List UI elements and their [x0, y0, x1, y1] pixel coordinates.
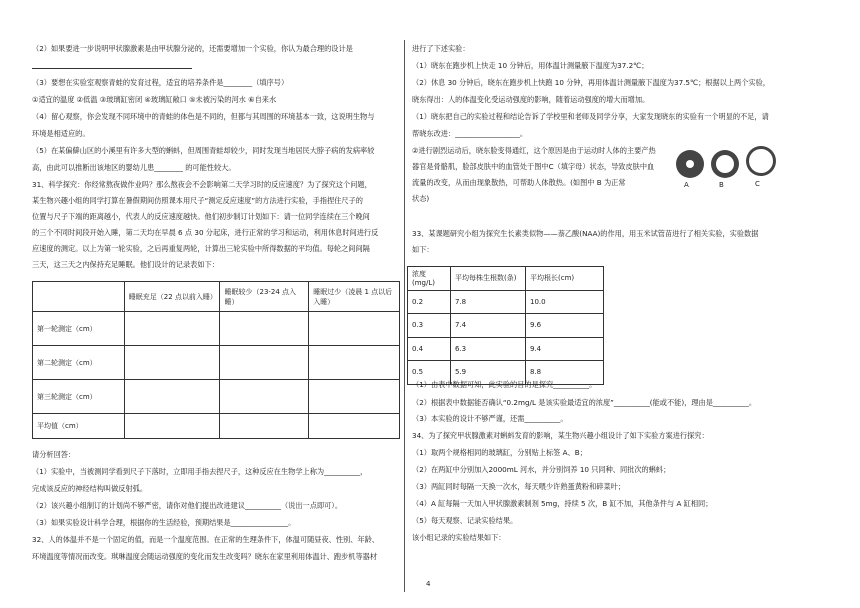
q32-conclusion: 晓东得出：人的体温变化受运动强度的影响，随着运动强度的增大而增加。: [412, 95, 650, 104]
vessel-b-icon: [711, 150, 739, 178]
q32-sub1: （1）晓东把自己的实验过程和结论告诉了学校里和老师及同学分享，大家发现晓东的实验有一个明显的不足，请: [412, 112, 769, 121]
q32-sub2-line4: 状态): [412, 194, 430, 203]
q34-step2: （2）在两缸中分别加入2000mL 河水，并分别饲养 10 只同种、同批次的蝌蚪；: [412, 465, 671, 474]
q32-step1: （1）晓东在跑步机上快走 10 分钟后，用体温计测量腋下温度为37.2℃；: [412, 61, 649, 70]
table-cell: 0.5: [408, 361, 451, 385]
table-cell: [309, 414, 400, 439]
table-header-cell: 睡眠充足（22 点以前入睡）: [124, 282, 220, 312]
q31-sub2: （2）该兴趣小组制订的计划尚不够严密，请你对他们提出改进建议__________（说出一点即可）。: [32, 501, 343, 510]
table-cell: [220, 346, 309, 380]
q34-step3: （3）两缸同时每隔一天换一次水，每天喂少许熟蛋黄粉和碎菜叶；: [412, 482, 626, 491]
table-cell: 5.9: [451, 361, 526, 385]
column-divider: [404, 40, 405, 592]
table-header-cell: 浓度(mg/L): [408, 267, 451, 291]
q32-step2: （2）休息 30 分钟后，晓东在跑步机上快跑 10 分钟，再用体温计测量腋下温度为37.5℃；根据以上两个实验，: [412, 78, 770, 87]
q31-sub1-cont: 完成该反应的神经结构叫做反射弧。: [32, 484, 148, 493]
q30-part3-options: ①适宜的温度 ②低温 ③玻璃缸密闭 ④玻璃缸敞口 ⑤未被污染的河水 ⑥自来水: [32, 95, 277, 104]
table-header-row: [408, 267, 604, 291]
q34-intro: 34、为了探究甲状腺激素对蝌蚪发育的影响，某生物兴趣小组设计了如下实验方案进行探究：: [412, 431, 709, 440]
q30-part5-line2: 高，由此可以推断出该地区的婴幼儿患________ 的可能性较大。: [32, 163, 236, 172]
q34-result-intro: 该小组记录的实验结果如下：: [412, 533, 506, 542]
q34-step4: （4）A 缸每隔一天加入甲状腺激素制剂 5mg，持续 5 次，B 缸不加，其他条件与 A 缸相同；: [412, 499, 713, 508]
q34-step1: （1）取两个规格相同的玻璃缸，分别贴上标签 A、B；: [412, 448, 587, 457]
page-number: 4: [426, 580, 431, 588]
table-cell: 7.8: [451, 290, 526, 314]
row-label: 第二轮测定（cm）: [33, 346, 125, 380]
table-cell: 0.2: [408, 290, 451, 314]
q30-part2: （2）如果要进一步说明甲状腺激素是由甲状腺分泌的，还需要增加一个实验，你认为最合理的设计是: [32, 44, 353, 53]
q33-sub3: （3）本实验的设计不够严谨，还需__________。: [412, 414, 568, 423]
table-cell: [124, 414, 220, 439]
q32-sub2-line1: ②进行剧烈运动后，晓东脸变得通红，这个原因是由于运动时人体的主要产热: [412, 146, 656, 155]
table-header-cell: 平均每株生根数(条): [451, 267, 526, 291]
table-header-row: [33, 282, 400, 312]
table-cell: [309, 346, 400, 380]
table-cell: 10.0: [526, 290, 604, 314]
q32-line1: 32、人的体温并不是一个固定的值，而是一个温度范围。在正常的生理条件下，体温可随昼夜、性别、年龄、: [32, 535, 379, 544]
q31-line6: 三天，这三天之内保持充足睡眠。他们设计的记录表如下：: [32, 260, 219, 269]
vessel-c-icon: [746, 146, 776, 176]
q31-line3: 位置与尺子下端的距离越小，代表人的反应速度越快。他们初步制订计划如下：请一位同学连续在三个晚间: [32, 212, 370, 221]
table-cell: [124, 380, 220, 414]
q31-sub1: （1）实验中，当被测同学看到尺子下落时，立即用手指去捏尺子，这种反应在生物学上称为__________，: [32, 467, 368, 476]
q30-part3: （3）要想在实验室观察青蛙的发育过程，适宜的培养条件是________（填序号）: [32, 78, 289, 87]
table-cell: [124, 312, 220, 346]
table-cell: [309, 380, 400, 414]
vessel-label-a: A: [684, 181, 689, 189]
q30-part4-line2: 环境是相适应的。: [32, 129, 90, 138]
table-row: [33, 346, 400, 380]
table-header-cell: 平均根长(cm): [526, 267, 604, 291]
q31-line2: 某生物兴趣小组的同学打算在暑假期间仿照课本用尺子“测定反应速度”的方法进行实验，手指捏住尺子的: [32, 196, 363, 205]
q32-sub1-cont: 帮晓东改进：__________________。: [412, 129, 528, 138]
q31-sub3: （3）如果实验设计科学合理，根据你的生活经验，预期结果是________________。: [32, 518, 296, 527]
table-cell: 6.3: [451, 337, 526, 361]
q32-cont: 进行了下述实验：: [412, 44, 470, 53]
table-cell: 8.8: [526, 361, 604, 385]
table-cell: [220, 312, 309, 346]
sleep-record-table: [32, 281, 400, 439]
q32-line2: 环境温度等情况而改变。琪琳温度会随运动强度的变化而发生改变吗？晓东在家里利用体温计、跑步机等器材: [32, 552, 378, 561]
table-row: [33, 414, 400, 439]
table-header-cell: [33, 282, 125, 312]
table-cell: [309, 312, 400, 346]
table-cell: [220, 414, 309, 439]
vessel-label-b: B: [719, 181, 724, 189]
table-cell: 9.6: [526, 314, 604, 338]
q31-analysis-title: 请分析回答：: [32, 450, 76, 459]
table-row: [408, 290, 604, 314]
row-label: 平均值（cm）: [33, 414, 125, 439]
vessel-label-c: C: [755, 180, 760, 188]
table-row: [408, 337, 604, 361]
table-row: [408, 314, 604, 338]
q33-sub2: （2）根据表中数据能否确认“0.2mg/L 是该实验最适宜的浓度”__________(能或不能)，理由是__________。: [412, 398, 757, 407]
table-cell: 0.3: [408, 314, 451, 338]
q31-line5: 应速度的测定。以上为第一轮实验，之后再重复两轮，计算出三轮实验中所得数据的平均值。每轮之间间隔: [32, 244, 370, 253]
table-cell: 0.4: [408, 337, 451, 361]
table-row: [33, 312, 400, 346]
row-label: 第一轮测定（cm）: [33, 312, 125, 346]
q30-part4-line1: （4）留心观察，你会发现不同环境中的青蛙的体色是不同的，但都与其周围的环境基本一致，这说明生物与: [32, 112, 375, 121]
table-cell: [124, 346, 220, 380]
table-cell: [220, 380, 309, 414]
row-label: 第三轮测定（cm）: [33, 380, 125, 414]
q33-sub1: （1）由表中数据可知，此实验的目的是探究__________。: [412, 380, 597, 389]
table-row: [33, 380, 400, 414]
q33-line2: 如下：: [412, 245, 434, 254]
q33-line1: 33、某课题研究小组为探究生长素类似物——萘乙酸(NAA)的作用，用玉米试管苗进行了相关实验，实验数据: [412, 229, 759, 238]
table-header-cell: 睡眠较少（23-24 点入睡）: [220, 282, 309, 312]
q31-line4: 的三个不同时间段开始入睡，第二天均在早晨 6 点 30 分起床，进行正常的学习和运动，利用休息时间进行反: [32, 228, 379, 237]
q34-step5: （5）每天观察、记录实验结果。: [412, 516, 518, 525]
table-cell: 9.4: [526, 337, 604, 361]
table-cell: 7.4: [451, 314, 526, 338]
q31-line1: 31、科学探究：你经常熬夜做作业吗？那么熬夜会不会影响第二天学习时的反应速度？为了探究这个问题，: [32, 180, 372, 189]
naa-data-table: [407, 266, 604, 385]
vessel-a-icon: [676, 150, 704, 178]
q30-part2-answer-line: [32, 60, 192, 72]
q32-sub2-line3: 流量的改变，从而由现象散热，可帮助人体散热。(如图中 B 为正常: [412, 178, 626, 187]
q32-sub2-line2: 器官是骨骼肌，脸部皮肤中的血管处于图中C（填字母）状态，导致皮肤中血: [412, 162, 655, 171]
table-header-cell: 睡眠过少（凌晨 1 点以后入睡）: [309, 282, 400, 312]
q30-part5-line1: （5）在某偏僻山区的小溪里有许多大型的蝌蚪，但周围青蛙却较少，同时发现当地居民大脖子病的发病率较: [32, 146, 375, 155]
